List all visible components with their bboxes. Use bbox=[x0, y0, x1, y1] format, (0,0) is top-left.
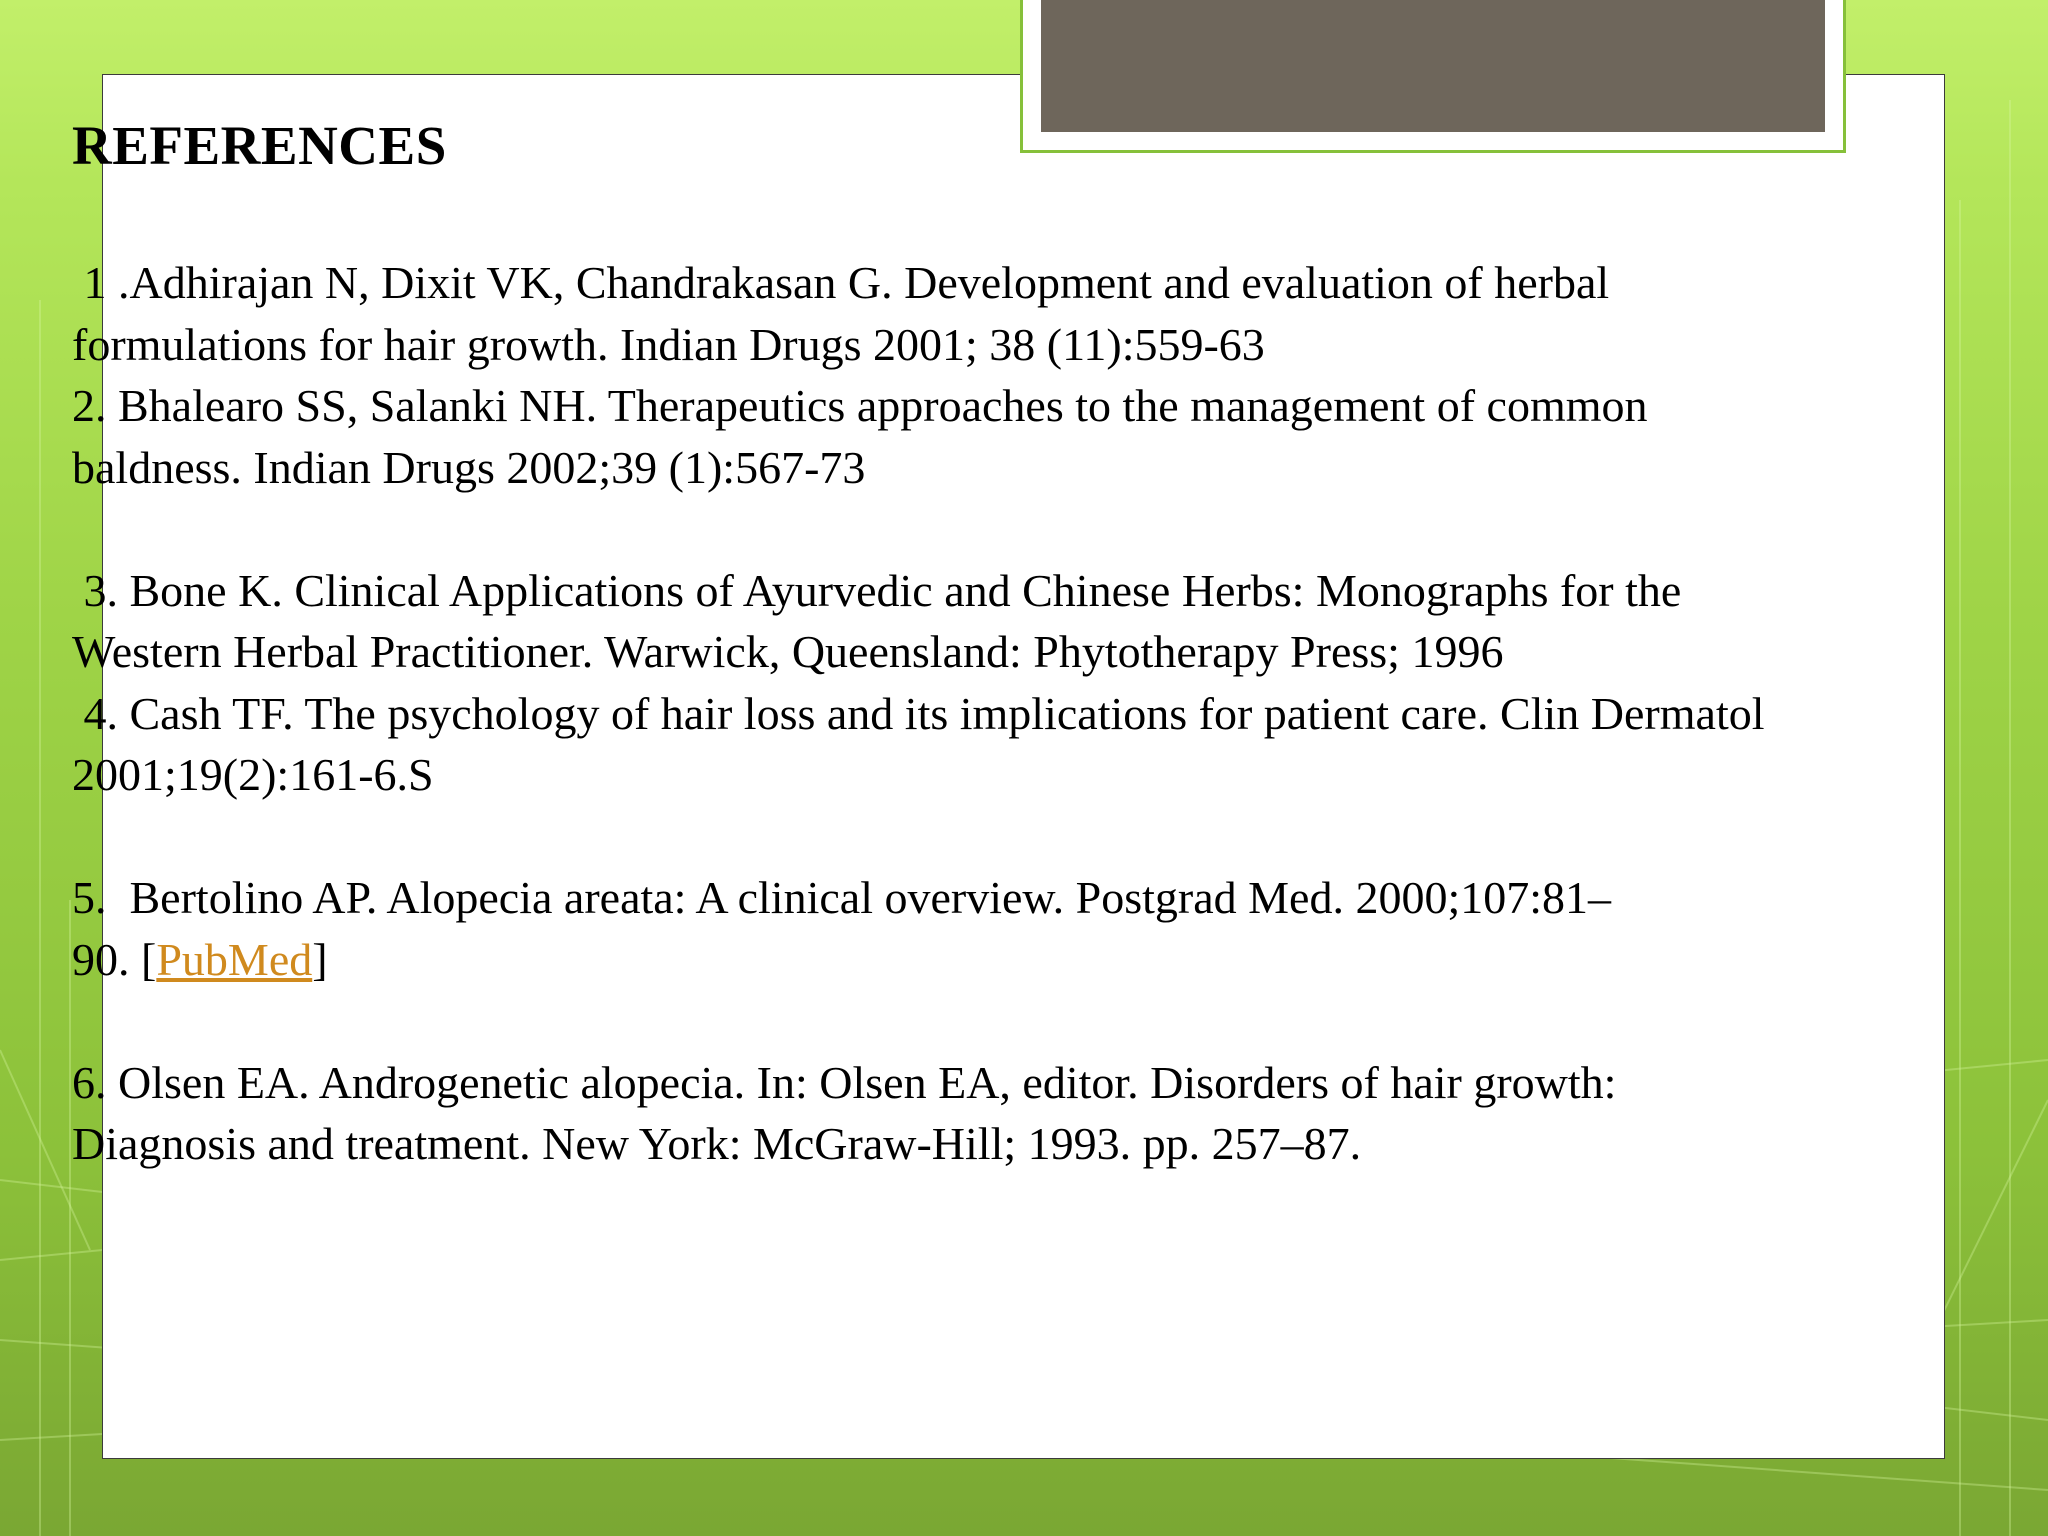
reference-3 bbox=[72, 560, 2022, 683]
reference-2-line-1: 2. Bhalearo SS, Salanki NH. Therapeutics approaches to the management of common bbox=[72, 380, 1648, 431]
pubmed-link[interactable]: PubMed bbox=[156, 933, 313, 985]
slide-heading: REFERENCES bbox=[72, 115, 447, 176]
reference-2-line-2: baldness. Indian Drugs 2002;39 (1):567-73 bbox=[72, 441, 866, 493]
reference-6 bbox=[72, 1052, 2022, 1175]
spacer bbox=[72, 806, 2022, 868]
reference-5-line-2-prefix: 90. [ bbox=[72, 933, 157, 985]
reference-5-line-1: 5. Bertolino AP. Alopecia areata: A clinical overview. Postgrad Med. 2000;107:81– bbox=[72, 872, 1612, 923]
reference-1-line-1: 1 .Adhirajan N, Dixit VK, Chandrakasan G. Development and evaluation of herbal bbox=[72, 257, 1610, 308]
reference-1 bbox=[72, 252, 2022, 375]
spacer bbox=[72, 498, 2022, 560]
reference-list bbox=[72, 252, 2022, 1175]
spacer bbox=[72, 990, 2022, 1052]
reference-1-line-2: formulations for hair growth. Indian Drugs 2001; 38 (11):559-63 bbox=[72, 318, 1265, 370]
reference-5-line-2-suffix: ] bbox=[312, 933, 328, 985]
reference-4 bbox=[72, 683, 2022, 806]
reference-2 bbox=[72, 375, 2022, 498]
title-placeholder-fill bbox=[1041, 0, 1825, 132]
reference-5 bbox=[72, 867, 2022, 990]
reference-3-line-1: 3. Bone K. Clinical Applications of Ayurvedic and Chinese Herbs: Monographs for the bbox=[72, 564, 1682, 616]
title-placeholder-frame bbox=[1020, 0, 1846, 153]
reference-6-line-1: 6. Olsen EA. Androgenetic alopecia. In: Olsen EA, editor. Disorders of hair growth: bbox=[72, 1056, 1617, 1108]
reference-4-line-2: 2001;19(2):161-6.S bbox=[72, 749, 434, 800]
reference-6-line-2: Diagnosis and treatment. New York: McGraw-Hill; 1993. pp. 257–87. bbox=[72, 1118, 1362, 1169]
reference-3-line-2: Western Herbal Practitioner. Warwick, Queensland: Phytotherapy Press; 1996 bbox=[72, 626, 1504, 677]
reference-4-line-1: 4. Cash TF. The psychology of hair loss and its implications for patient care. Clin Dermatol bbox=[72, 687, 1765, 739]
